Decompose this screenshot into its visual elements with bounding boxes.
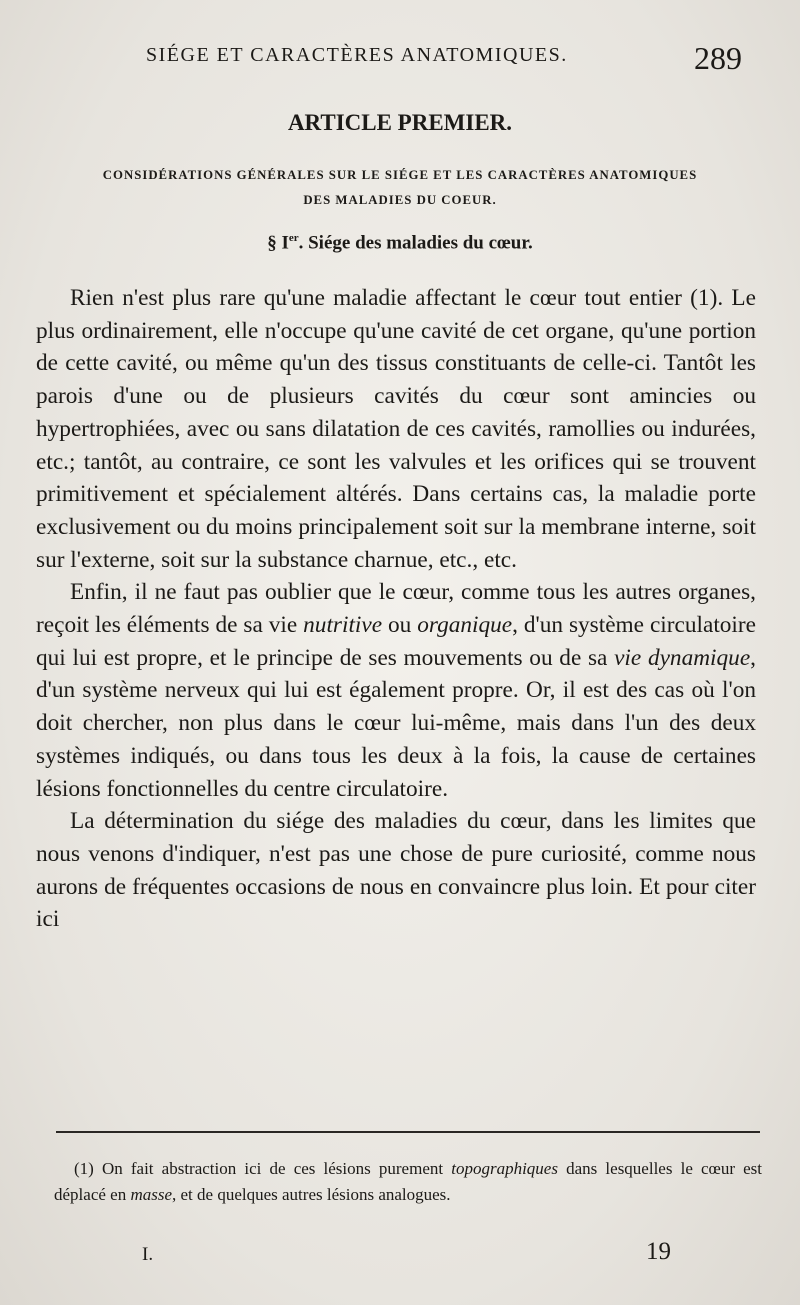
footnote [54, 1156, 762, 1208]
running-title: SIÉGE ET CARACTÈRES ANATOMIQUES. [146, 44, 568, 66]
paragraph-3: La détermination du siége des maladies du cœur, dans les limites que nous venons d'indiquer, n'est pas une chose de pure curiosité, comme nous aurons de fréquentes occasions de nous en convaincre plus loin. Et pour citer ici [36, 808, 756, 933]
paragraph-2-text-d: , d'un système nerveux qui lui est également propre. Or, il est des cas où l'on doit chercher, non plus dans le cœur lui-même, mais dans l'un des deux systèmes indiqués, ou dans tous les deux à la fois, la cause de certaines lésions fonctionnelles du centre circulatoire. [36, 644, 756, 802]
subtitle-line-2: DES MALADIES DU COEUR. [303, 193, 497, 207]
footnote-text-b: dans lesquelles le cœur est déplacé en [54, 1159, 763, 1204]
page-number: 289 [694, 40, 742, 76]
footnote-rule [56, 1131, 760, 1133]
signature-mark: I. [142, 1244, 154, 1265]
signature-number: 19 [646, 1238, 671, 1265]
body-text [36, 282, 756, 936]
article-title: ARTICLE PREMIER. [287, 110, 513, 135]
section-mark: § I [267, 232, 289, 254]
paragraph-1: Rien n'est plus rare qu'une maladie affectant le cœur tout entier (1). Le plus ordinairement, elle n'occupe qu'une cavité de cet organe, qu'une portion de cette cavité, ou même qu'un des tissus constituants de celle-ci. Tantôt les parois d'une ou de plusieurs cavités du cœur sont amincies ou hypertrophiées, avec ou sans dilatation de ces cavités, ramollies ou indurées, etc.; tantôt, au contraire, ce sont les valvules et les orifices qui se trouvent primitivement et spécialement altérés. Dans certains cas, la maladie porte exclusivement ou du moins principalement soit sur la membrane interne, soit sur l'externe, soit sur la substance charnue, etc., etc. [36, 285, 756, 573]
term-vie-dynamique: vie dynamique [614, 644, 751, 671]
term-topographiques: topographiques [451, 1159, 558, 1178]
running-head [146, 40, 742, 80]
footnote-text-c: , et de quelques autres lésions analogues. [172, 1185, 451, 1204]
subtitle-line-1: CONSIDÉRATIONS GÉNÉRALES SUR LE SIÉGE ET LES CARACTÈRES ANATOMIQUES [102, 168, 698, 182]
footnote-text-a: (1) On fait abstraction ici de ces lésions purement [74, 1159, 452, 1178]
term-masse: masse [130, 1185, 173, 1204]
paragraph-2-text-c: , d'un système circulatoire qui lui est propre, et le principe de ses mouvements ou de sa [36, 612, 757, 671]
article-subtitle [48, 163, 752, 213]
term-nutritive: nutritive [303, 612, 383, 639]
term-organique: organique [417, 612, 513, 639]
paragraph-2 [36, 576, 756, 805]
paragraph-2-text-a: Enfin, il ne faut pas oublier que le cœur, comme tous les autres organes, reçoit les éléments de sa vie [36, 579, 756, 639]
section-heading [0, 232, 800, 254]
paragraph-2-text-b: ou [382, 612, 418, 639]
section-title: . Siége des maladies du cœur. [298, 232, 533, 254]
section-superscript: er [288, 232, 299, 244]
